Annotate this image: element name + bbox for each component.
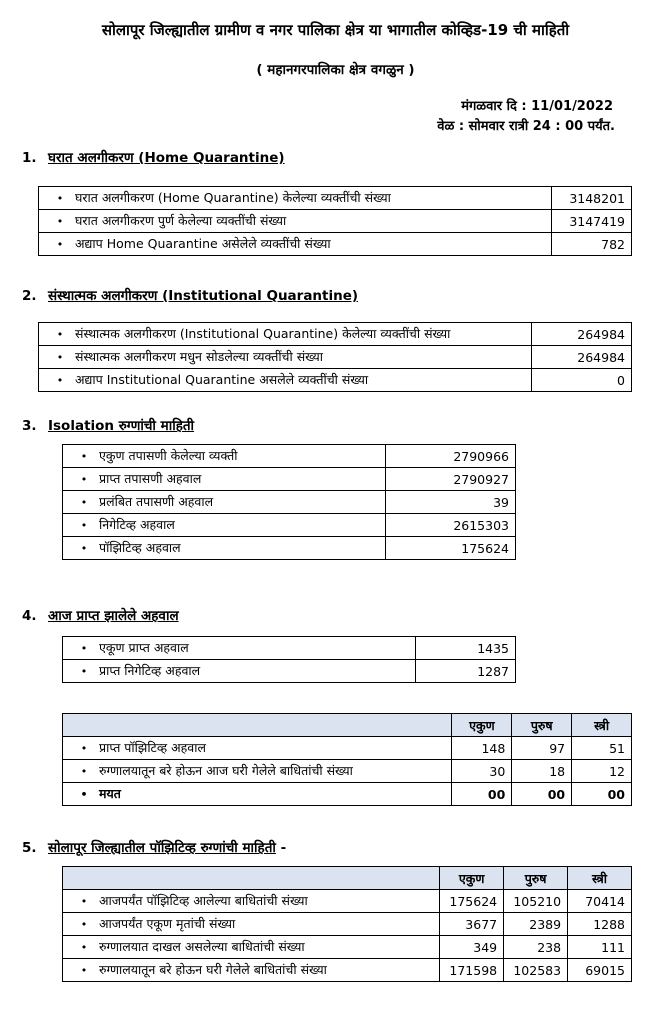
section-2-heading [22,286,358,304]
bullet-icon: • [80,742,88,755]
row-label: एकुण तपासणी केलेल्या व्यक्ती [99,448,238,463]
row-label: रुग्णालयात दाखल असलेल्या बाधितांची संख्या [99,939,305,954]
table-row [63,445,516,468]
page-title: सोलापूर जिल्ह्यातील ग्रामीण व नगर पालिका क्षेत्र या भागातील कोव्हिड-19 ची माहिती [101,21,570,39]
row-label: आजपर्यंत एकूण मृतांची संख्या [99,916,236,931]
bullet-icon: • [80,665,88,678]
row-female: 70414 [568,890,632,913]
section-title: Isolation रुग्णांची माहिती [48,418,195,434]
row-total: 171598 [440,959,504,982]
section-5-heading [22,838,286,856]
row-female: 51 [572,737,632,760]
table-row [63,468,516,491]
table-row [63,637,516,660]
bullet-icon: • [80,496,88,509]
row-label: प्राप्त तपासणी अहवाल [99,471,202,486]
row-male: 97 [512,737,572,760]
table-row [63,491,516,514]
row-label: रुग्णालयातून बरे होऊन घरी गेलेले बाधितांची संख्या [99,962,327,977]
row-male: 18 [512,760,572,783]
row-value: 2790966 [386,445,516,468]
bullet-icon: • [80,519,88,532]
district-positive-table [62,866,632,982]
row-value: 2790927 [386,468,516,491]
table-row [63,760,632,783]
row-label: अद्याप Home Quarantine असेलेले व्यक्तींची संख्या [75,236,331,251]
section-title: घरात अलगीकरण (Home Quarantine) [48,150,285,166]
section-3-heading [22,416,194,434]
row-label: संस्थात्मक अलगीकरण मधुन सोडलेल्या व्यक्तींची संख्या [75,349,323,364]
bullet-icon: • [56,215,64,228]
row-label: घरात अलगीकरण पुर्ण केलेल्या व्यक्तींची संख्या [75,213,287,228]
section-1-heading [22,148,285,166]
table-row [63,660,516,683]
row-value: 3147419 [552,210,632,233]
section-number: 1. [22,150,37,166]
row-label: निगेटिव्ह अहवाल [99,517,175,532]
table-header-row [63,714,632,737]
row-value: 3148201 [552,187,632,210]
isolation-table [62,444,516,560]
bullet-icon: • [80,788,88,801]
section-title: संस्थात्मक अलगीकरण (Institutional Quarantine) [48,288,359,304]
bullet-icon: • [80,642,88,655]
table-row [63,936,632,959]
bullet-icon: • [56,374,64,387]
row-male: 00 [512,783,572,806]
table-row [63,537,516,560]
row-female: 111 [568,936,632,959]
page-subtitle: ( महानगरपालिका क्षेत्र वगळुन ) [256,62,415,78]
row-total: 175624 [440,890,504,913]
row-label: आजपर्यंत पॉझिटिव्ह आलेल्या बाधितांची संख्या [99,893,308,908]
row-value: 1287 [416,660,516,683]
bullet-icon: • [56,328,64,341]
bullet-icon: • [80,542,88,555]
row-label: संस्थात्मक अलगीकरण (Institutional Quarantine) केलेल्या व्यक्तींची संख्या [75,326,451,341]
table-row [63,737,632,760]
column-header-male: पुरुष [512,714,572,737]
bullet-icon: • [80,918,88,931]
bullet-icon: • [80,450,88,463]
today-reports-table [62,636,516,683]
row-total: 00 [452,783,512,806]
row-male: 2389 [504,913,568,936]
bullet-icon: • [56,238,64,251]
row-label: प्राप्त निगेटिव्ह अहवाल [99,663,201,678]
table-row [63,959,632,982]
section-title: आज प्राप्त झालेले अहवाल [48,608,179,624]
table-row [63,514,516,537]
row-female: 1288 [568,913,632,936]
bullet-icon: • [80,941,88,954]
section-number: 3. [22,418,37,434]
row-value: 39 [386,491,516,514]
row-label: प्रलंबित तपासणी अहवाल [99,494,214,509]
section-title-suffix: - [275,840,287,856]
row-female: 00 [572,783,632,806]
column-header-female: स्त्री [568,867,632,890]
row-value: 1435 [416,637,516,660]
section-number: 4. [22,608,37,624]
row-value: 782 [552,233,632,256]
table-row [63,913,632,936]
report-time: वेळ : सोमवार रात्री 24 : 00 पर्यंत. [437,119,615,134]
bullet-icon: • [80,473,88,486]
bullet-icon: • [80,964,88,977]
row-label: एकूण प्राप्त अहवाल [99,640,189,655]
row-label: पॉझिटिव्ह अहवाल [99,540,181,555]
row-value: 175624 [386,537,516,560]
row-male: 102583 [504,959,568,982]
row-total: 30 [452,760,512,783]
row-label: मयत [99,786,121,801]
report-date: मंगळवार दि : 11/01/2022 [461,99,613,114]
row-total: 148 [452,737,512,760]
row-label: अद्याप Institutional Quarantine असलेले व्यक्तींची संख्या [75,372,369,387]
row-label: प्राप्त पॉझिटिव्ह अहवाल [99,740,206,755]
section-title: सोलापूर जिल्ह्यातील पॉझिटिव्ह रुग्णांची माहिती [48,840,276,856]
section-number: 5. [22,840,37,856]
row-total: 3677 [440,913,504,936]
table-row [39,233,632,256]
today-positive-table [62,713,632,806]
table-row [39,346,632,369]
home-quarantine-table [38,186,632,256]
row-male: 105210 [504,890,568,913]
column-header-male: पुरुष [504,867,568,890]
bullet-icon: • [56,351,64,364]
row-female: 69015 [568,959,632,982]
table-row [63,890,632,913]
table-row [39,210,632,233]
column-header-female: स्त्री [572,714,632,737]
bullet-icon: • [56,192,64,205]
row-value: 264984 [532,346,632,369]
bullet-icon: • [80,765,88,778]
table-row [39,187,632,210]
row-value: 2615303 [386,514,516,537]
row-label: घरात अलगीकरण (Home Quarantine) केलेल्या व्यक्तींची संख्या [75,190,391,205]
row-male: 238 [504,936,568,959]
bullet-icon: • [80,895,88,908]
column-header-total: एकुण [452,714,512,737]
row-label: रुग्णालयातून बरे होऊन आज घरी गेलेले बाधितांची संख्या [99,763,353,778]
table-row [39,369,632,392]
section-4-heading [22,606,179,624]
row-total: 349 [440,936,504,959]
row-female: 12 [572,760,632,783]
institutional-quarantine-table [38,322,632,392]
column-header-total: एकुण [440,867,504,890]
section-number: 2. [22,288,37,304]
table-header-row [63,867,632,890]
table-row [39,323,632,346]
row-value: 264984 [532,323,632,346]
row-value: 0 [532,369,632,392]
table-row [63,783,632,806]
